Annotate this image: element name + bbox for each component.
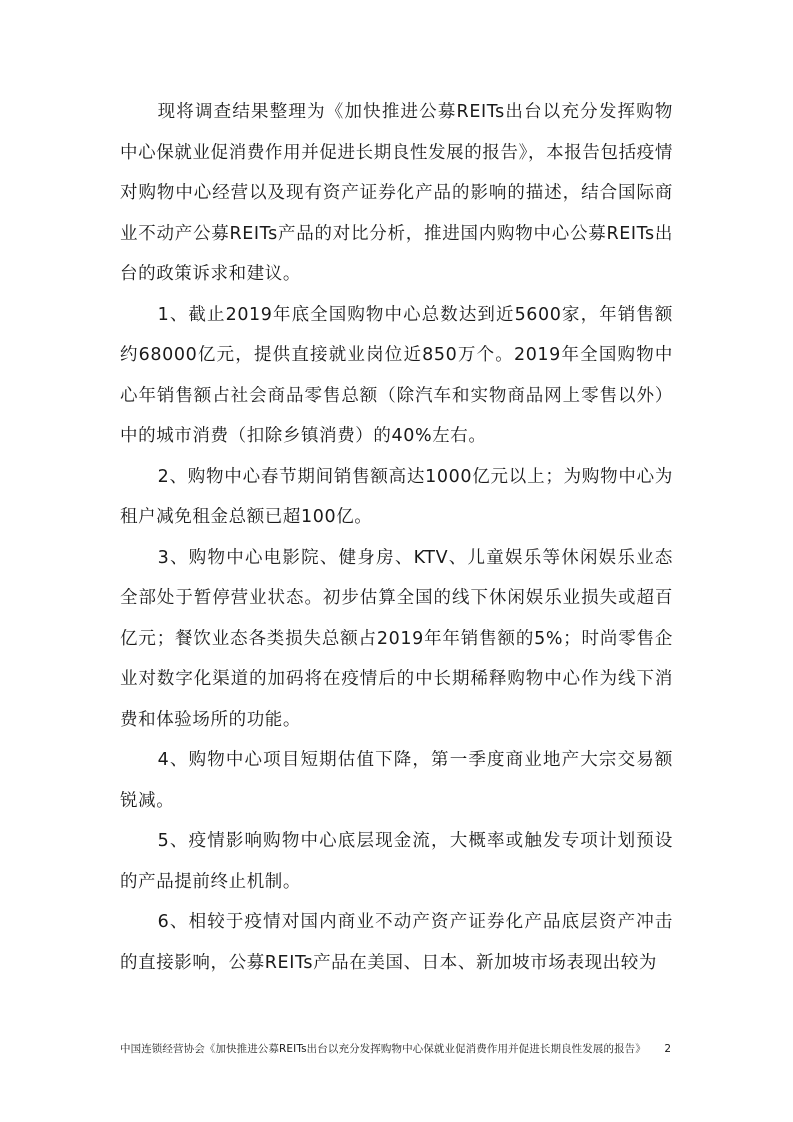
paragraph-item-2: 2、购物中心春节期间销售额高达1000亿元以上；为购物中心为租户减免租金总额已超100亿。 <box>120 466 673 527</box>
body-text <box>120 92 673 983</box>
paragraph-item-5: 5、疫情影响购物中心底层现金流，大概率或触发专项计划预设的产品提前终止机制。 <box>120 831 673 892</box>
page-number: 2 <box>664 1043 671 1055</box>
paragraph-item-3: 3、购物中心电影院、健身房、KTV、儿童娱乐等休闲娱乐业态全部处于暂停营业状态。初步估算全国的线下休闲娱乐业损失或超百亿元；餐饮业态各类损失总额占2019年年销售额的5%；时尚零售企业对数字化渠道的加码将在疫情后的中长期稀释购物中心作为线下消费和体验场所的功能。 <box>120 547 673 730</box>
paragraph-intro: 现将调查结果整理为《加快推进公募REITs出台以充分发挥购物中心保就业促消费作用并促进长期良性发展的报告》，本报告包括疫情对购物中心经营以及现有资产证券化产品的影响的描述，结合国际商业不动产公募REITs产品的对比分析，推进国内购物中心公募REITs出台的政策诉求和建议。 <box>120 102 673 284</box>
footer-title: 中国连锁经营协会《加快推进公募REITs出台以充分发挥购物中心保就业促消费作用并促进长期良性发展的报告》 <box>120 1043 646 1055</box>
paragraph-item-4: 4、购物中心项目短期估值下降，第一季度商业地产大宗交易额锐减。 <box>120 750 673 811</box>
paragraph-item-6: 6、相较于疫情对国内商业不动产资产证券化产品底层资产冲击的直接影响，公募REITs产品在美国、日本、新加坡市场表现出较为 <box>120 912 673 973</box>
page-footer <box>120 1041 673 1057</box>
paragraph-item-1: 1、截止2019年底全国购物中心总数达到近5600家，年销售额约68000亿元，提供直接就业岗位近850万个。2019年全国购物中心年销售额占社会商品零售总额（除汽车和实物商品网上零售以外）中的城市消费（扣除乡镇消费）的40%左右。 <box>120 304 673 446</box>
